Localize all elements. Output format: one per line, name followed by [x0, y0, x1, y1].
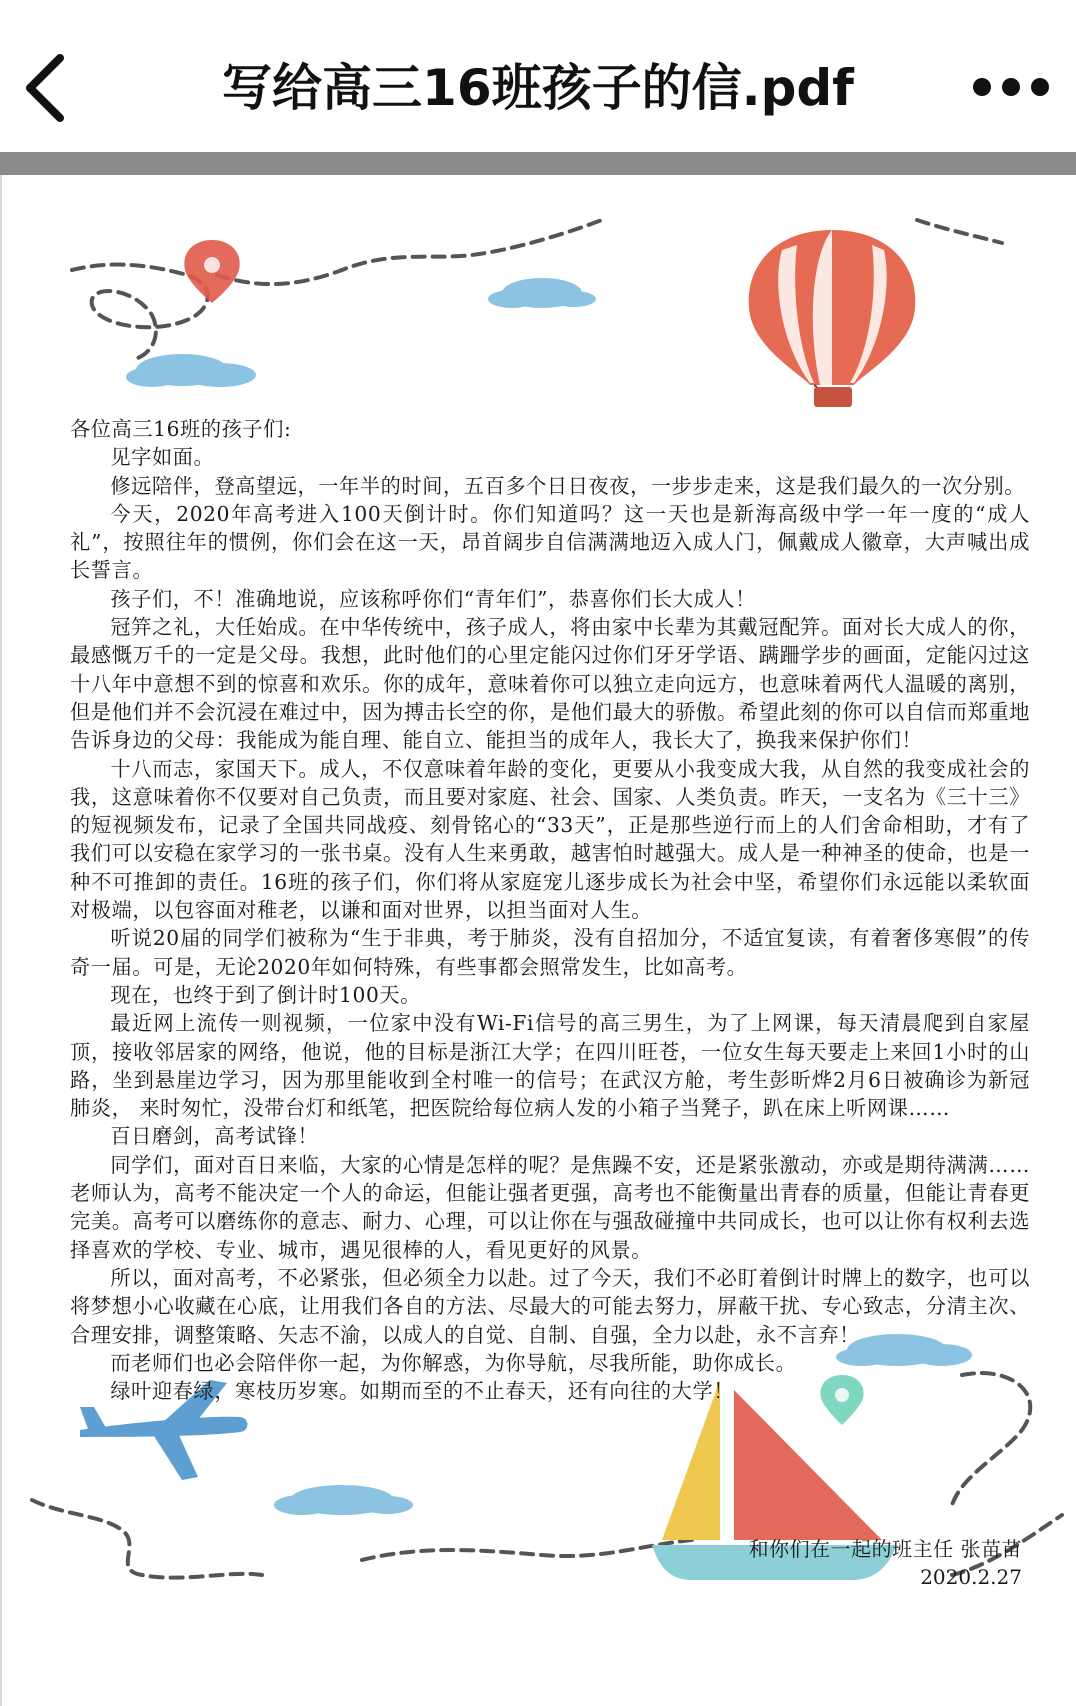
- dashed-path-bottom-left: [32, 1500, 262, 1578]
- letter-paragraph: 绿叶迎春绿，寒枝历岁寒。如期而至的不止春天，还有向往的大学！: [110, 1379, 735, 1404]
- letter-paragraph: 同学们，面对百日来临，大家的心情是怎样的呢？是焦躁不安，还是紧张激动，亦或是期待满满……老师认为，高考不能决定一个人的命运，但能让强者更强，高考也不能衡量出青春的质量，但能让青春更完美。高考可以磨练你的意志、耐力、心理，可以让你在与强敌碰撞中共同成长，也可以让你有权利去选择喜欢的学校、专业、城市，遇见很棒的人，看见更好的风景。: [70, 1152, 1030, 1262]
- letter-paragraph: 听说20届的同学们被称为“生于非典，考于肺炎，没有自招加分，不适宜复读，有着奢侈寒假”的传奇一届。可是，无论2020年如何特殊，有些事都会照常发生，比如高考。: [70, 926, 1030, 979]
- letter-signature: 和你们在一起的班主任 张苗苗: [748, 1537, 1022, 1561]
- letter-greeting: 各位高三16班的孩子们:: [70, 417, 292, 441]
- letter-paragraph: 见字如面。: [110, 445, 215, 470]
- cloud-icon-top-center: [488, 278, 596, 308]
- letter-paragraph: 修远陪伴，登高望远，一年半的时间，五百多个日日夜夜，一步步走来，这是我们最久的一次分别。: [110, 473, 1026, 498]
- top-bar: [0, 0, 1076, 152]
- letter-paragraph: 最近网上流传一则视频，一位家中没有Wi-Fi信号的高三男生，为了上网课，每天清晨爬到自家屋顶，接收邻居家的网络，他说，他的目标是浙江大学；在四川旺苍，一位女生每天要走上来回1小时的山路，坐到悬崖边学习，因为那里能收到全村唯一的信号；在武汉方舱，考生彭昕烨2月6日被确诊为新冠肺炎， 来时匆忙，没带台灯和纸笔，把医院给每位病人发的小箱子当凳子，趴在床上听网课……: [70, 1011, 1030, 1121]
- letter-paragraph: 百日磨剑，高考试锋！: [110, 1124, 319, 1149]
- letter-signature-block: [692, 1535, 1022, 1591]
- pdf-page[interactable]: [0, 175, 1076, 1706]
- document-title: 写给高三16班孩子的信.pdf: [222, 59, 854, 117]
- letter-date: 2020.2.27: [920, 1565, 1022, 1589]
- location-pin-icon: [184, 240, 239, 303]
- more-button[interactable]: [966, 62, 1056, 112]
- dashed-path-top: [217, 220, 602, 284]
- dashed-path-bottom: [362, 1540, 692, 1560]
- letter-paragraph: 冠笄之礼，大任始成。在中华传统中，孩子成人，将由家中长辈为其戴冠配笄。面对长大成人的你，最感慨万千的一定是父母。我想，此时他们的心里定能闪过你们牙牙学语、蹒跚学步的画面，定能闪过这十八年中意想不到的惊喜和欢乐。你的成年，意味着你可以独立走向远方，也意味着两代人温暖的离别，但是他们并不会沉浸在难过中，因为搏击长空的你，是他们最大的骄傲。希望此刻的你可以自信而郑重地告诉身边的父母：我能成为能自理、能自立、能担当的成年人，我长大了，换我来保护你们！: [70, 615, 1030, 753]
- letter-paragraph: 所以，面对高考，不必紧张，但必须全力以赴。过了今天，我们不必盯着倒计时牌上的数字，也可以将梦想小心收藏在心底，让用我们各自的方法、尽最大的可能去努力，屏蔽干扰、专心致志，分清主次、合理安排，调整策略、矢志不渝，以成人的自觉、自制、自强，全力以赴，永不言弃！: [70, 1265, 1030, 1347]
- dashed-path-top-right: [917, 220, 1002, 243]
- more-horizontal-icon: [966, 62, 1056, 112]
- letter-paragraph: 十八而志，家国天下。成人，不仅意味着年龄的变化，更要从小我变成大我，从自然的我变成社会的我，这意味着你不仅要对自己负责，而且要对家庭、社会、国家、人类负责。昨天，一支名为《三十三》的短视频发布，记录了全国共同战疫、刻骨铭心的“33天”，正是那些逆行而上的人们舍命相助，才有了我们可以安稳在家学习的一张书桌。没有人生来勇敢，越害怕时越强大。成人是一种神圣的使命，也是一种不可推卸的责任。16班的孩子们，你们将从家庭宠儿逐步成长为社会中坚，希望你们永远能以柔软面对极端，以包容面对稚老，以谦和面对世界，以担当面对人生。: [70, 756, 1030, 923]
- letter-paragraph: 现在，也终于到了倒计时100天。: [110, 982, 421, 1007]
- letter-body: [70, 415, 1030, 1405]
- dashed-path-top-left: [72, 265, 208, 360]
- letter-paragraph: 今天，2020年高考进入100天倒计时。你们知道吗？这一天也是新海高级中学一年一度的“成人礼”，按照往年的惯例，你们会在这一天，昂首阔步自信满满地迈入成人门，佩戴成人徽章，大声喊出成长誓言。: [70, 501, 1030, 583]
- letter-paragraph: 孩子们，不！准确地说，应该称呼你们“青年们”，恭喜你们长大成人！: [110, 586, 756, 611]
- cloud-icon-bottom: [274, 1485, 413, 1515]
- cloud-icon-top-left: [126, 354, 256, 387]
- hot-air-balloon-icon: [749, 230, 916, 407]
- toolbar-divider: [0, 152, 1076, 175]
- back-button[interactable]: [18, 48, 78, 128]
- chevron-left-icon: [18, 48, 78, 128]
- letter-paragraph: 而老师们也必会陪伴你一起，为你解惑，为你导航，尽我所能，助你成长。: [110, 1350, 797, 1375]
